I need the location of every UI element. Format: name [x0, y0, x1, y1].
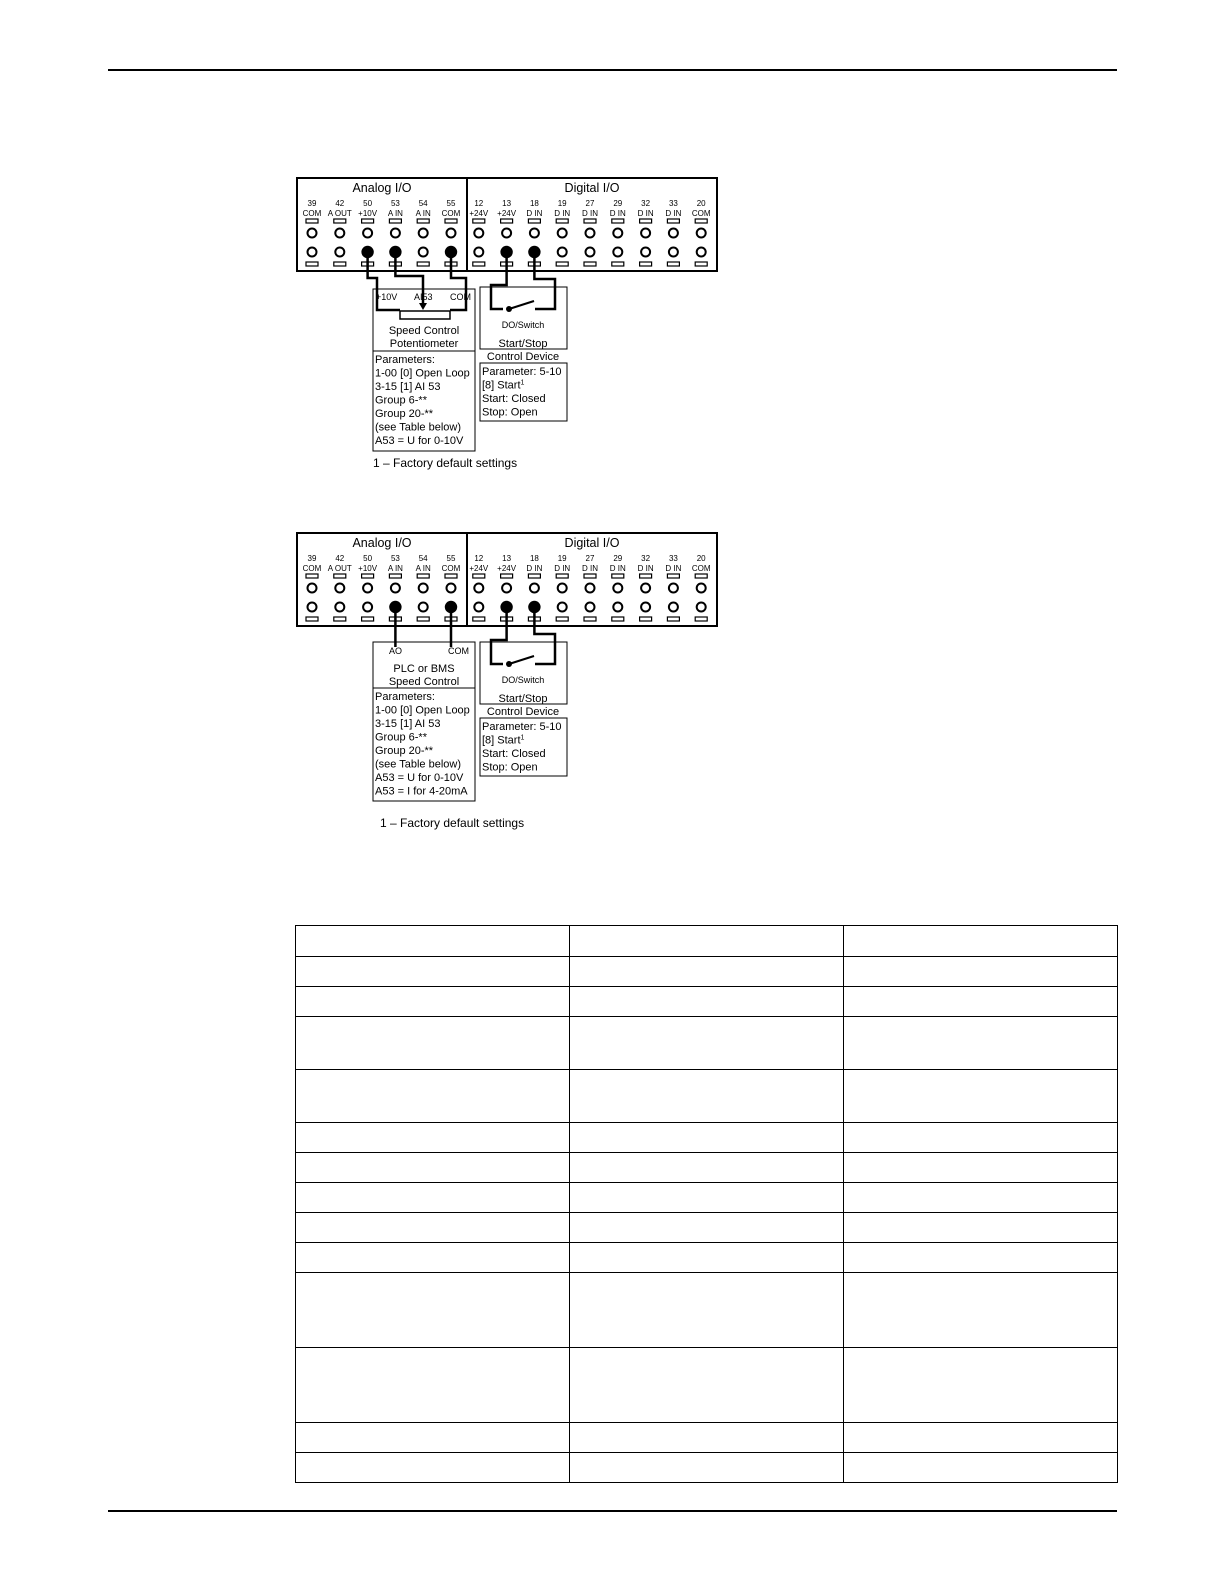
terminal-slot [334, 219, 346, 223]
terminal-slot [306, 617, 318, 621]
param-line: (see Table below) [375, 758, 462, 771]
terminal-slot [362, 617, 374, 621]
terminal-number: 18 [529, 554, 539, 563]
terminal-label: COM [441, 209, 461, 218]
terminal-screw [697, 584, 706, 593]
table-cell [296, 926, 570, 957]
terminal-screw [308, 603, 317, 612]
table-row [296, 926, 1118, 957]
pot-title: Speed Control [388, 325, 460, 337]
device-title: Control Device [486, 351, 560, 363]
table-cell [844, 1453, 1118, 1483]
terminal-screw [308, 248, 317, 257]
terminal-number: 55 [446, 554, 456, 563]
terminal-screw [558, 248, 567, 257]
terminal-screw [641, 248, 650, 257]
terminal-slot [584, 574, 596, 578]
terminal-screw [530, 229, 539, 238]
terminal-screw [697, 603, 706, 612]
device-param-line: [8] Start$^1$ [482, 734, 525, 747]
param-line: A53 = I for 4-20mA [375, 785, 468, 798]
terminal-label: D IN [526, 209, 543, 218]
top-rule [108, 69, 1117, 71]
wiring-diagram-plc-svg [0, 530, 1225, 830]
pot-label-ai53: AI53 [414, 292, 433, 302]
table-cell [570, 1348, 844, 1423]
terminal-slot [695, 574, 707, 578]
terminal-number: 39 [307, 554, 317, 563]
param-line: 1-00 [0] Open Loop [375, 704, 470, 717]
wiper-arrow [419, 303, 427, 310]
plc-label-com: COM [448, 646, 469, 656]
terminal-screw [419, 584, 428, 593]
terminal-slot [612, 617, 624, 621]
terminal-screw [558, 603, 567, 612]
terminal-screw [613, 229, 622, 238]
terminal-label: +24V [469, 564, 489, 573]
terminal-number: 39 [307, 199, 317, 208]
table-cell [844, 926, 1118, 957]
terminal-slot [640, 574, 652, 578]
terminal-number: 55 [446, 199, 456, 208]
table-cell [844, 1183, 1118, 1213]
terminal-number: 20 [696, 199, 706, 208]
terminal-number: 13 [502, 199, 512, 208]
table-row [296, 1453, 1118, 1483]
terminal-screw [669, 603, 678, 612]
terminal-label: A IN [415, 209, 431, 218]
terminal-slot [556, 617, 568, 621]
footnote-marker: 1 [520, 379, 525, 387]
terminal-number: 19 [557, 199, 567, 208]
potentiometer-resistor [400, 311, 450, 319]
table-cell [844, 1153, 1118, 1183]
terminal-screw [474, 229, 483, 238]
analog-io-title: Analog I/O [352, 181, 412, 195]
table-cell [570, 1070, 844, 1123]
table-cell [844, 1017, 1118, 1070]
footnote: 1 – Factory default settings [373, 456, 518, 470]
terminal-number: 20 [696, 554, 706, 563]
terminal-slot [612, 574, 624, 578]
plc-label-ao: AO [389, 646, 403, 656]
table-cell [570, 1273, 844, 1348]
device-title: Start/Stop [498, 693, 548, 705]
wiring-diagram-plc [0, 530, 1225, 830]
footnote: 1 – Factory default settings [380, 816, 525, 830]
terminal-slot [556, 574, 568, 578]
table-row [296, 1213, 1118, 1243]
switch-blade [509, 656, 534, 664]
device-param-line: Stop: Open [482, 761, 538, 774]
terminal-screw [558, 584, 567, 593]
pot-label-com: COM [450, 292, 471, 302]
terminal-screw [474, 248, 483, 257]
terminal-slot [695, 262, 707, 266]
terminal-screw [613, 248, 622, 257]
table-cell [570, 1243, 844, 1273]
bottom-rule [108, 1510, 1117, 1512]
table-cell [844, 1123, 1118, 1153]
terminal-label: A OUT [327, 209, 352, 218]
terminal-slot [445, 574, 457, 578]
terminal-screw [586, 603, 595, 612]
param-line: Group 6-** [375, 394, 427, 407]
terminal-label: COM [302, 564, 322, 573]
digital-io-title: Digital I/O [564, 536, 620, 550]
device-title: Start/Stop [498, 338, 548, 350]
terminal-number: 33 [668, 554, 678, 563]
terminal-label: A IN [387, 209, 403, 218]
param-line: Parameters: [375, 691, 435, 703]
table-cell [296, 1453, 570, 1483]
terminal-slot [695, 219, 707, 223]
terminal-number: 12 [474, 554, 484, 563]
table-cell [296, 1123, 570, 1153]
pot-title: Potentiometer [389, 338, 459, 350]
terminal-slot [306, 574, 318, 578]
wire-18-switch [534, 610, 555, 664]
terminal-slot [473, 219, 485, 223]
table-cell [296, 1017, 570, 1070]
terminal-screw [419, 248, 428, 257]
terminal-label: D IN [526, 564, 543, 573]
terminal-screw [669, 248, 678, 257]
digital-io-title: Digital I/O [564, 181, 620, 195]
terminal-slot [667, 574, 679, 578]
table-row [296, 1153, 1118, 1183]
terminal-screw [586, 229, 595, 238]
terminal-slot [528, 219, 540, 223]
table-cell [296, 957, 570, 987]
table-cell [844, 957, 1118, 987]
table-cell [570, 1183, 844, 1213]
table-cell [570, 1423, 844, 1453]
terminal-slot [389, 574, 401, 578]
terminal-number: 29 [613, 554, 623, 563]
terminal-screw [502, 229, 511, 238]
table-cell [570, 987, 844, 1017]
terminal-number: 19 [557, 554, 567, 563]
wiring-diagram-potentiometer [0, 175, 1225, 475]
terminal-slot [389, 219, 401, 223]
terminal-slot [667, 262, 679, 266]
device-param-line: Parameter: 5-10 [482, 721, 562, 733]
terminal-slot [612, 219, 624, 223]
device-param-line: [8] Start$^1$ [482, 379, 525, 392]
param-line: Group 20-** [375, 408, 434, 420]
terminal-label: COM [302, 209, 322, 218]
param-line: 3-15 [1] AI 53 [375, 718, 441, 730]
terminal-slot [417, 617, 429, 621]
table-row [296, 1423, 1118, 1453]
terminal-slot [501, 219, 513, 223]
table-cell [296, 987, 570, 1017]
device-param-line: Parameter: 5-10 [482, 366, 562, 378]
param-line: A53 = U for 0-10V [375, 435, 464, 447]
terminal-slot [445, 219, 457, 223]
terminal-slot [362, 219, 374, 223]
param-line: Group 6-** [375, 731, 427, 744]
footnote-marker: 1 [520, 734, 525, 742]
terminal-screw [391, 229, 400, 238]
terminal-label: COM [691, 564, 711, 573]
wire-13-switch [491, 255, 507, 309]
table-cell [844, 1243, 1118, 1273]
terminal-number: 50 [363, 554, 373, 563]
terminal-slot [501, 574, 513, 578]
analog-io-title: Analog I/O [352, 536, 412, 550]
terminal-slot [640, 262, 652, 266]
param-line: A53 = U for 0-10V [375, 772, 464, 784]
terminal-screw [697, 248, 706, 257]
table-cell [844, 1213, 1118, 1243]
terminal-number: 33 [668, 199, 678, 208]
terminal-slot [528, 574, 540, 578]
terminal-screw [419, 603, 428, 612]
terminal-label: D IN [665, 564, 682, 573]
terminal-label: D IN [582, 564, 598, 573]
terminal-screw [697, 229, 706, 238]
terminal-screw [641, 603, 650, 612]
terminal-label: COM [691, 209, 711, 218]
terminal-slot [417, 262, 429, 266]
table-cell [296, 1153, 570, 1183]
terminal-number: 13 [502, 554, 512, 563]
device-param-line: Start: Closed [482, 748, 546, 760]
terminal-label: +24V [469, 209, 489, 218]
terminal-slot [306, 219, 318, 223]
table-cell [296, 1273, 570, 1348]
terminal-label: A IN [415, 564, 431, 573]
terminal-label: D IN [609, 209, 626, 218]
terminal-slot [667, 219, 679, 223]
terminal-screw [586, 584, 595, 593]
table-cell [844, 1423, 1118, 1453]
wire-18-switch [534, 255, 555, 309]
table-cell [296, 1423, 570, 1453]
terminal-slot [584, 617, 596, 621]
terminal-screw [308, 584, 317, 593]
terminal-screw [363, 584, 372, 593]
table-row [296, 1348, 1118, 1423]
terminal-screw [474, 584, 483, 593]
terminal-label: +24V [497, 209, 517, 218]
terminal-screw [474, 603, 483, 612]
device-param-line: Start: Closed [482, 393, 546, 405]
terminal-label: D IN [609, 564, 626, 573]
terminal-slot [584, 262, 596, 266]
terminal-number: 53 [390, 554, 400, 563]
terminal-slot [473, 617, 485, 621]
device-title: Control Device [486, 706, 560, 718]
terminal-label: +10V [358, 564, 378, 573]
param-line: Group 20-** [375, 745, 434, 757]
terminal-slot [640, 219, 652, 223]
terminal-slot [556, 219, 568, 223]
terminal-screw [308, 229, 317, 238]
terminal-label: D IN [554, 209, 571, 218]
do-switch-label: DO/Switch [501, 320, 545, 330]
terminal-screw [669, 584, 678, 593]
terminal-slot [473, 574, 485, 578]
terminal-slot [473, 262, 485, 266]
terminal-number: 27 [585, 199, 595, 208]
terminal-slot [417, 219, 429, 223]
terminal-screw [669, 229, 678, 238]
terminal-screw [419, 229, 428, 238]
terminal-label: D IN [665, 209, 682, 218]
terminal-screw [613, 584, 622, 593]
terminal-number: 32 [641, 199, 651, 208]
terminal-screw [335, 229, 344, 238]
table-row [296, 957, 1118, 987]
terminal-label: D IN [637, 564, 654, 573]
wiring-diagram-potentiometer-svg [0, 175, 1225, 475]
terminal-screw [641, 229, 650, 238]
table-cell [296, 1213, 570, 1243]
table-row [296, 987, 1118, 1017]
terminal-screw [335, 248, 344, 257]
terminal-screw [447, 229, 456, 238]
terminal-screw [335, 584, 344, 593]
terminal-label: A OUT [327, 564, 352, 573]
terminal-label: +10V [358, 209, 378, 218]
table-row [296, 1123, 1118, 1153]
table-cell [296, 1243, 570, 1273]
terminal-screw [335, 603, 344, 612]
terminal-number: 12 [474, 199, 484, 208]
terminal-screw [363, 603, 372, 612]
plc-title: Speed Control [388, 676, 460, 688]
param-line: 1-00 [0] Open Loop [375, 367, 470, 380]
terminal-number: 32 [641, 554, 651, 563]
terminal-slot [334, 574, 346, 578]
terminal-slot [334, 262, 346, 266]
terminal-screw [641, 584, 650, 593]
param-line: (see Table below) [375, 421, 462, 434]
do-switch-label: DO/Switch [501, 675, 545, 685]
terminal-slot [640, 617, 652, 621]
terminal-label: D IN [637, 209, 654, 218]
table-cell [570, 1123, 844, 1153]
terminal-screw [502, 584, 511, 593]
table-row [296, 1017, 1118, 1070]
terminal-number: 27 [585, 554, 595, 563]
table-row [296, 1183, 1118, 1213]
table-cell [844, 987, 1118, 1017]
table-cell [570, 1213, 844, 1243]
terminal-label: D IN [582, 209, 598, 218]
terminal-screw [447, 584, 456, 593]
terminal-slot [584, 219, 596, 223]
terminal-number: 50 [363, 199, 373, 208]
terminal-screw [363, 229, 372, 238]
table-cell [296, 1070, 570, 1123]
terminal-slot [362, 574, 374, 578]
param-line: 3-15 [1] AI 53 [375, 381, 441, 393]
table-cell [296, 1348, 570, 1423]
table-cell [844, 1348, 1118, 1423]
terminal-slot [417, 574, 429, 578]
terminal-slot [306, 262, 318, 266]
table-row [296, 1273, 1118, 1348]
table-cell [570, 1153, 844, 1183]
table-cell [570, 926, 844, 957]
terminal-number: 54 [418, 199, 428, 208]
terminal-number: 29 [613, 199, 623, 208]
terminal-number: 42 [335, 554, 345, 563]
terminal-screw [558, 229, 567, 238]
terminal-number: 42 [335, 199, 345, 208]
terminal-slot [695, 617, 707, 621]
terminal-slot [667, 617, 679, 621]
device-param-line: Stop: Open [482, 406, 538, 419]
terminal-screw [613, 603, 622, 612]
switch-blade [509, 301, 534, 309]
terminal-label: +24V [497, 564, 517, 573]
terminal-number: 53 [390, 199, 400, 208]
parameter-table [295, 925, 1118, 1483]
table-cell [570, 957, 844, 987]
table-cell [296, 1183, 570, 1213]
terminal-number: 18 [529, 199, 539, 208]
table-cell [844, 1070, 1118, 1123]
table-cell [570, 1453, 844, 1483]
terminal-number: 54 [418, 554, 428, 563]
terminal-label: A IN [387, 564, 403, 573]
terminal-screw [530, 584, 539, 593]
pot-label-plus10v: +10V [376, 292, 398, 302]
terminal-slot [334, 617, 346, 621]
table-cell [844, 1273, 1118, 1348]
terminal-screw [391, 584, 400, 593]
terminal-label: D IN [554, 564, 571, 573]
terminal-screw [586, 248, 595, 257]
table-cell [570, 1017, 844, 1070]
wire-13-switch [491, 610, 507, 664]
terminal-label: COM [441, 564, 461, 573]
table-row [296, 1070, 1118, 1123]
table-row [296, 1243, 1118, 1273]
param-line: Parameters: [375, 354, 435, 366]
terminal-slot [612, 262, 624, 266]
terminal-slot [556, 262, 568, 266]
plc-title: PLC or BMS [393, 663, 455, 675]
